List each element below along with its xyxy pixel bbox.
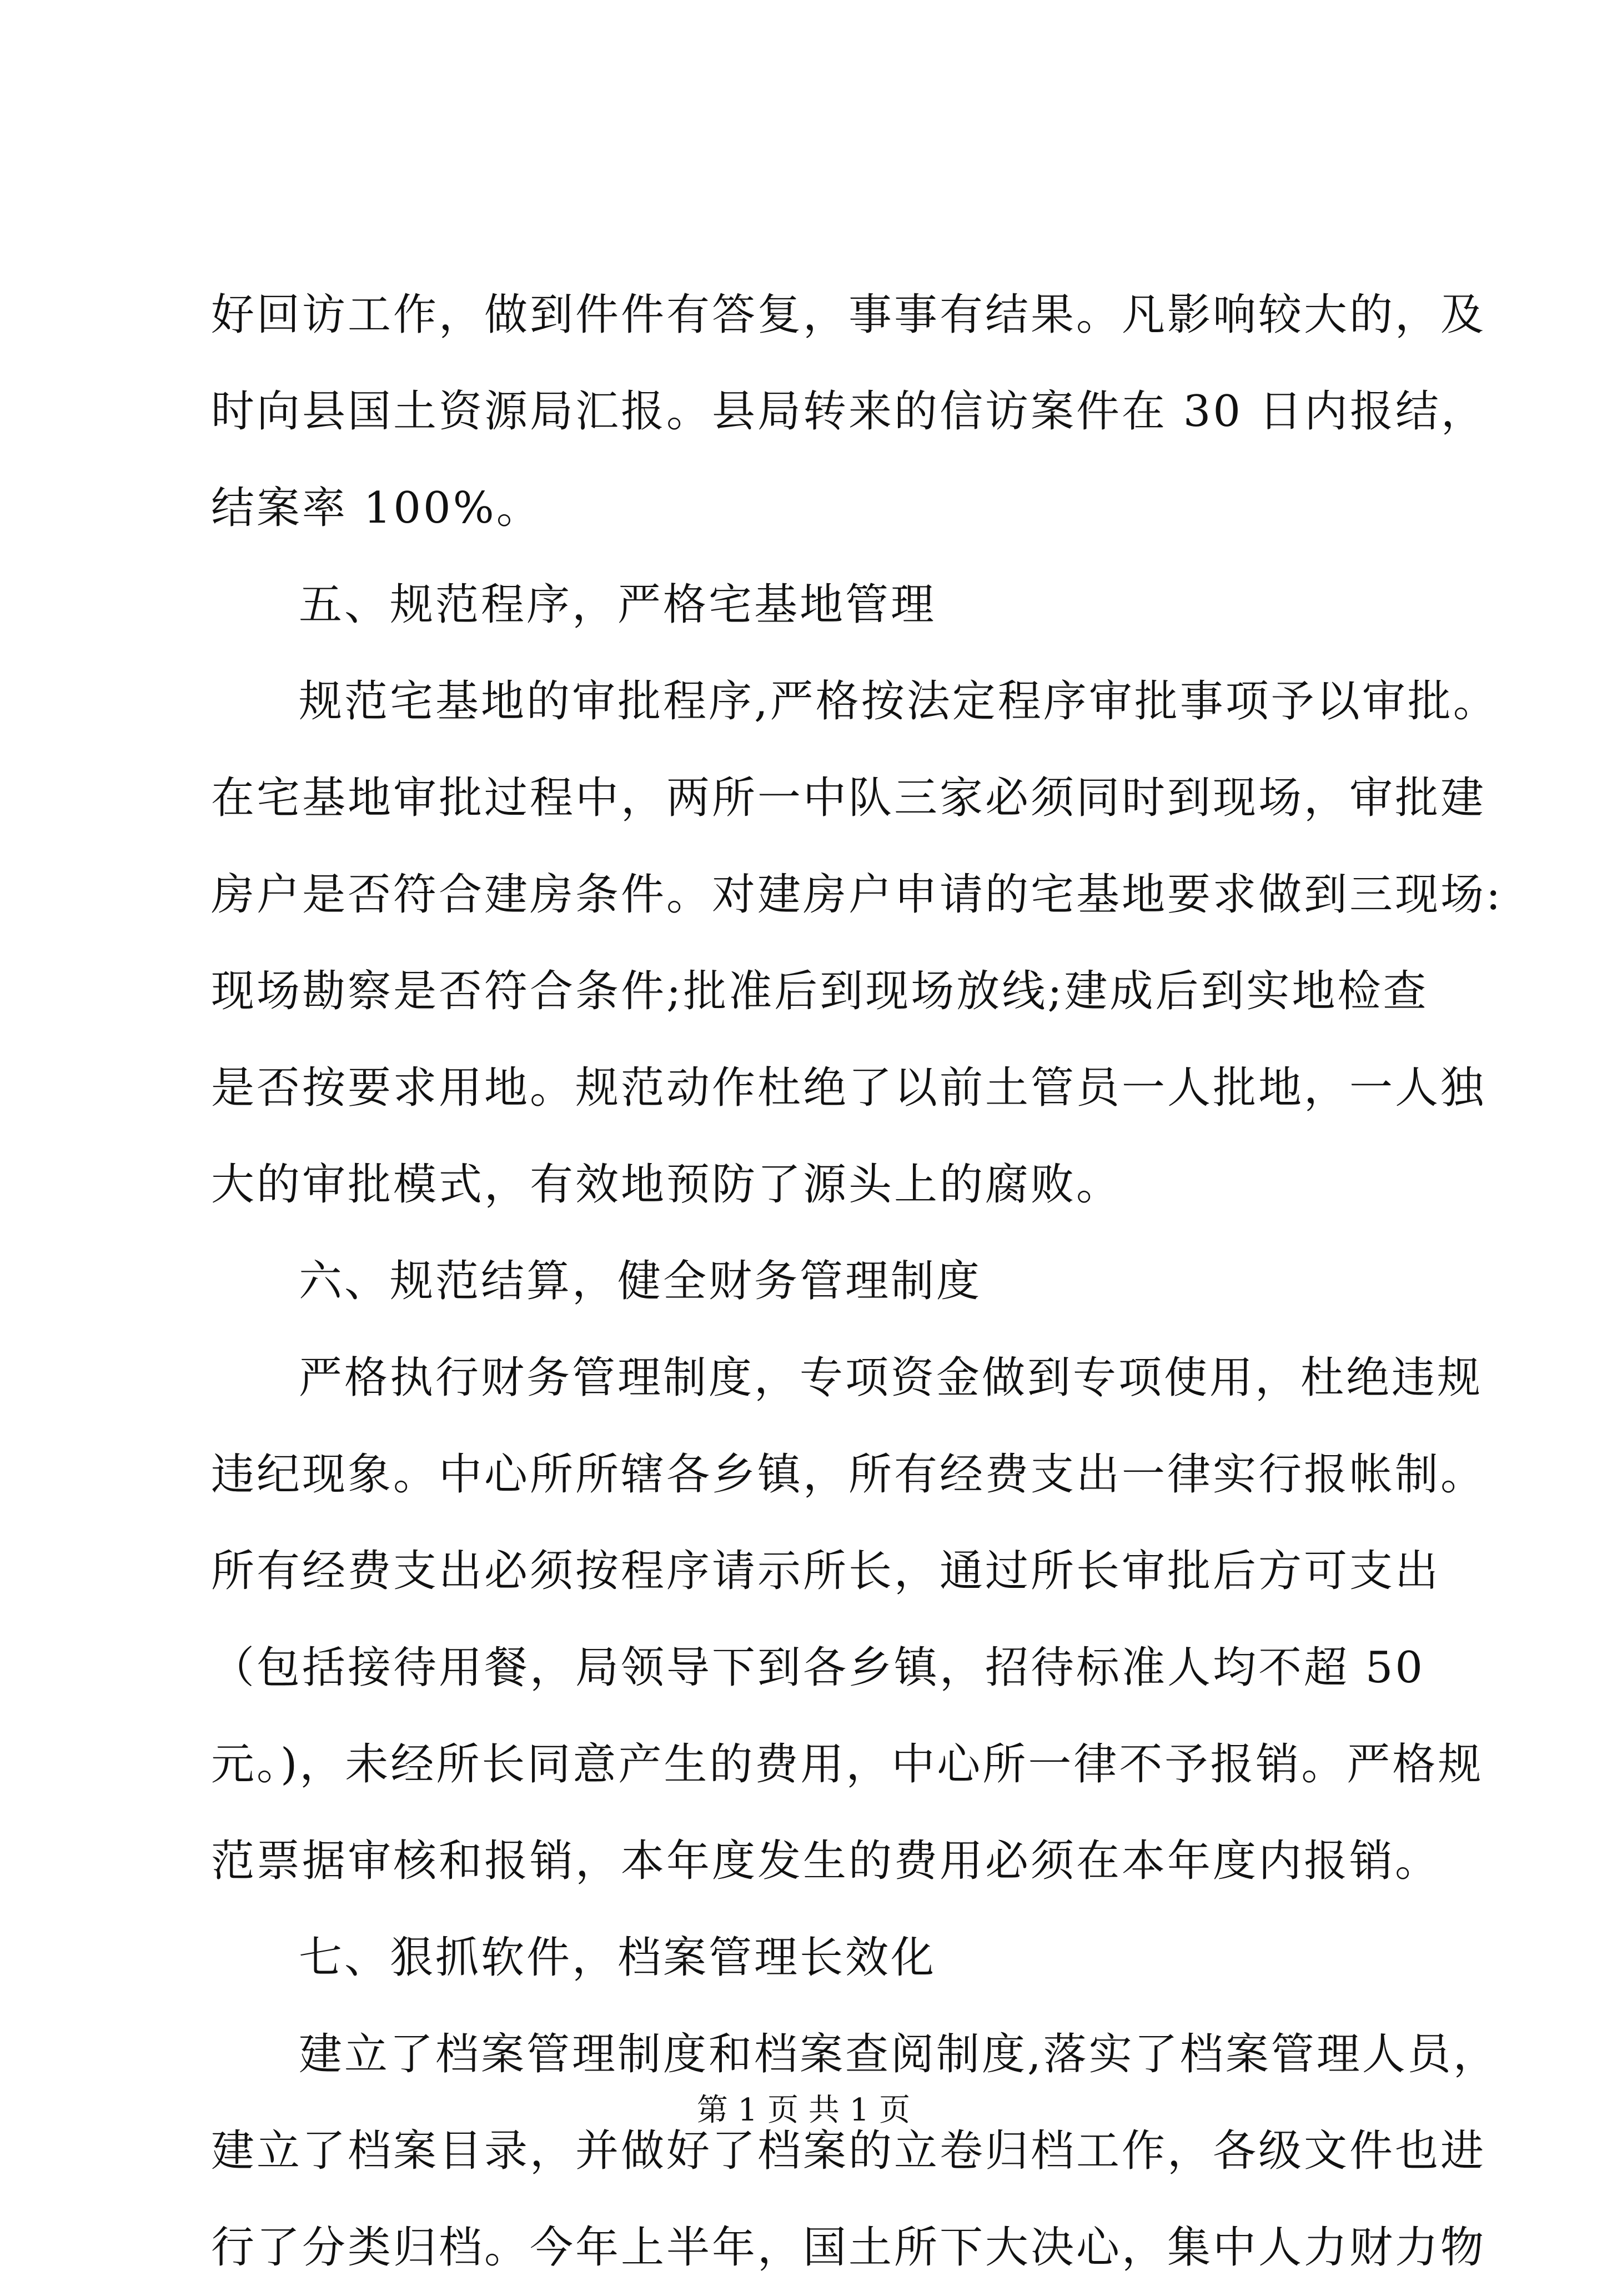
- paragraph-line: 在宅基地审批过程中，两所一中队三家必须同时到现场，审批建: [211, 773, 1487, 823]
- paragraph-line: 行了分类归档。今年上半年，国土所下大决心，集中人力财力物: [211, 2223, 1487, 2273]
- paragraph-line: 是否按要求用地。规范动作杜绝了以前土管员一人批地，一人独: [211, 1063, 1487, 1113]
- paragraph-line: 所有经费支出必须按程序请示所长，通过所长审批后方可支出: [211, 1546, 1441, 1596]
- page-footer: 第 1 页 共 1 页: [696, 2092, 911, 2128]
- paragraph-line: 建立了档案管理制度和档案查阅制度,落实了档案管理人员，: [299, 2029, 1499, 2079]
- paragraph-line: 建立了档案目录，并做好了档案的立卷归档工作，各级文件也进: [211, 2126, 1487, 2176]
- document-body: [211, 267, 1503, 2296]
- paragraph-line: （包括接待用餐，局领导下到各乡镇，招待标准人均不超 50: [211, 1643, 1425, 1693]
- section-heading-6: 六、规范结算，健全财务管理制度: [299, 1256, 982, 1306]
- paragraph-line: 结案率 100%。: [211, 483, 542, 533]
- paragraph-line: 好回访工作，做到件件有答复，事事有结果。凡影响较大的，及: [211, 290, 1487, 340]
- section-heading-7: 七、狠抓软件，档案管理长效化: [299, 1933, 937, 1983]
- section-heading-5: 五、规范程序，严格宅基地管理: [299, 580, 937, 630]
- paragraph-line: 规范宅基地的审批程序,严格按法定程序审批事项予以审批。: [299, 676, 1499, 726]
- paragraph-line: 违纪现象。中心所所辖各乡镇，所有经费支出一律实行报帐制。: [211, 1450, 1487, 1500]
- paragraph-line: 现场勘察是否符合条件;批准后到现场放线;建成后到实地检查: [211, 966, 1429, 1016]
- paragraph-line: 元。)，未经所长同意产生的费用，中心所一律不予报销。严格规: [211, 1739, 1484, 1789]
- paragraph-line: 范票据审核和报销，本年度发生的费用必须在本年度内报销。: [211, 1836, 1441, 1886]
- paragraph-line: 大的审批模式，有效地预防了源头上的腐败。: [211, 1160, 1122, 1210]
- paragraph-line: 严格执行财务管理制度，专项资金做到专项使用，杜绝违规: [299, 1353, 1483, 1403]
- paragraph-line: 房户是否符合建房条件。对建房户申请的宅基地要求做到三现场:: [211, 870, 1503, 920]
- paragraph-line: 时向县国土资源局汇报。县局转来的信访案件在 30 日内报结，: [211, 387, 1487, 437]
